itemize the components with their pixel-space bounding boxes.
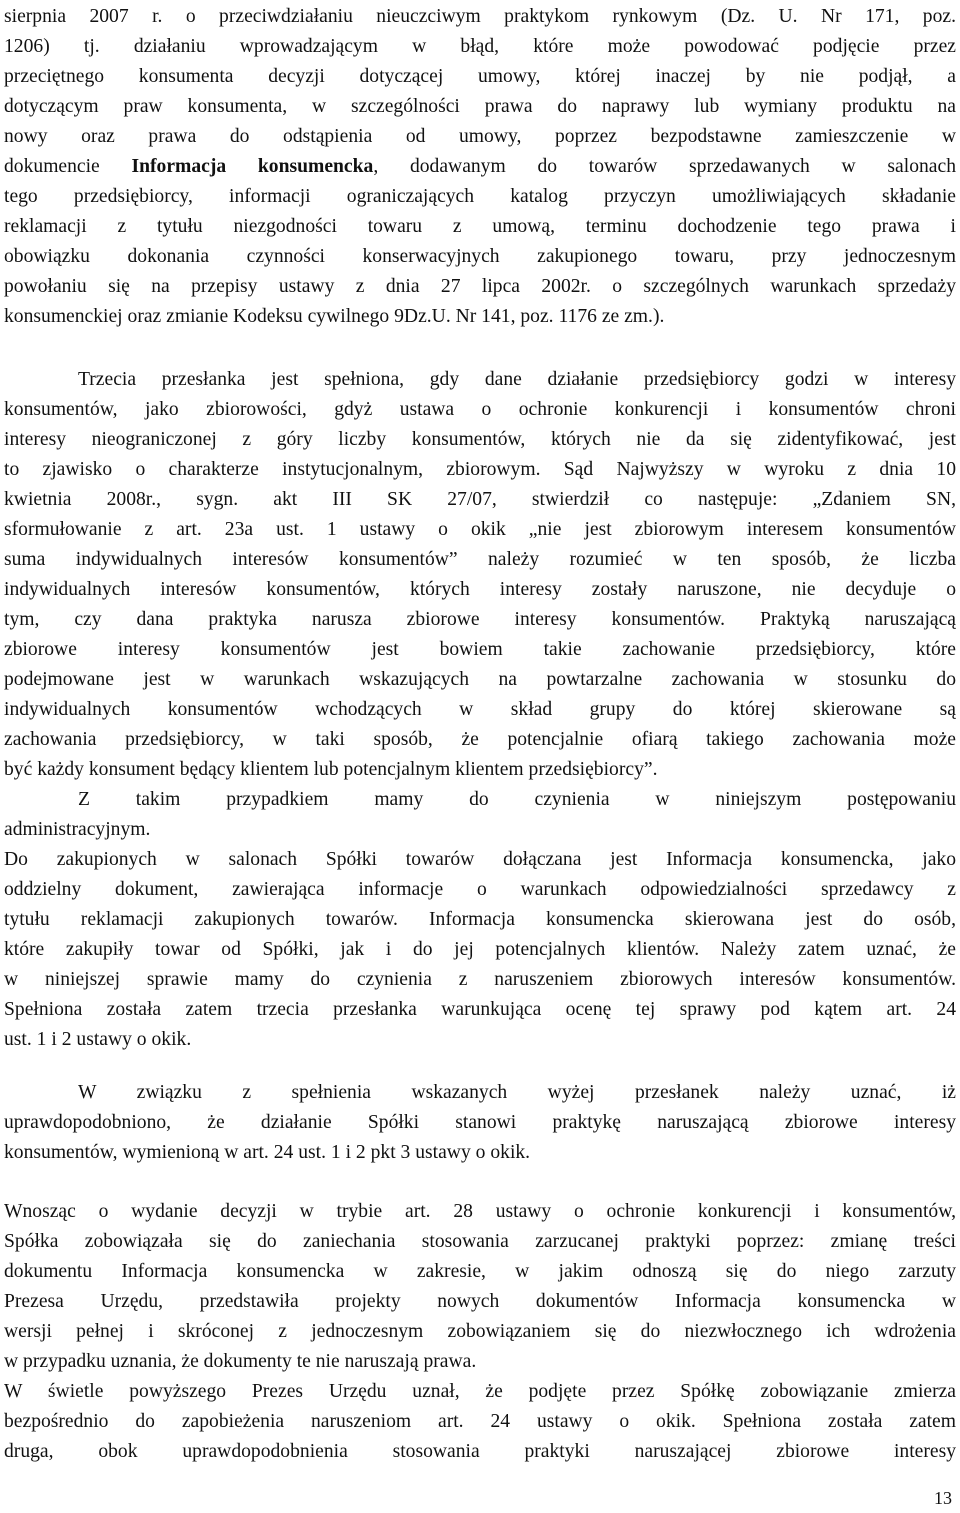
text-line: Do zakupionych w salonach Spółki towarów dołączana jest Informacja konsumencka, jako [4, 849, 956, 870]
text-line: w niniejszej sprawie mamy do czynienia z naruszeniem zbiorowych interesów konsumentów. [4, 969, 956, 990]
paragraph-continuation [4, 2, 956, 332]
text-line: Prezesa Urzędu, przedstawiła projekty nowych dokumentów Informacja konsumencka w [4, 1291, 956, 1312]
text-line: sformułowanie z art. 23a ust. 1 ustawy o okik „nie jest zbiorowym interesem konsumentów [4, 519, 956, 540]
text-line: w przypadku uznania, że dokumenty te nie naruszają prawa. [4, 1351, 477, 1372]
text-line: reklamacji z tytułu niezgodności towaru z umową, terminu dochodzenie tego prawa i [4, 216, 956, 237]
text-line: nowy oraz prawa do odstąpienia od umowy, poprzez bezpodstawne zamieszczenie w [4, 126, 956, 147]
text-line: uprawdopodobniono, że działanie Spółki stanowi praktykę naruszającą zbiorowe interesy [4, 1112, 956, 1133]
text-line: 1206) tj. działaniu wprowadzającym w błąd, które może powodować podjęcie przez [4, 36, 956, 57]
text-line: tytułu reklamacji zakupionych towarów. Informacja konsumencka skierowana jest do osób, [4, 909, 956, 930]
paragraph-commitment [4, 1197, 956, 1467]
paragraph-collective-interest [4, 365, 956, 1055]
text-line: druga, obok uprawdopodobnienia stosowania praktyki naruszającej zbiorowe interesy [4, 1441, 956, 1462]
text-line: indywidualnych konsumentów wchodzących w skład grupy do której skierowane są [4, 699, 956, 720]
text-line: Spółka zobowiązała się do zaniechania stosowania zarzucanej praktyki poprzez: zmianę treści [4, 1231, 956, 1252]
text-line: oddzielny dokument, zawierająca informacje o warunkach odpowiedzialności sprzedawcy z [4, 879, 956, 900]
text-line: konsumentów, jako zbiorowości, gdyż ustawa o ochronie konkurencji i konsumentów chroni [4, 399, 956, 420]
text-line: wersji pełnej i skróconej z jednoczesnym zobowiązaniem się do niezwłocznego ich wdrożenia [4, 1321, 956, 1342]
text-line: Z takim przypadkiem mamy do czynienia w niniejszym postępowaniu [78, 789, 956, 810]
text-segment: dokumencie [4, 156, 132, 177]
page-number: 13 [934, 1488, 952, 1508]
text-line: dotyczącym praw konsumenta, w szczególności prawa do naprawy lub wymiany produktu na [4, 96, 956, 117]
text-line: zbiorowe interesy konsumentów jest bowiem takie zachowanie przedsiębiorcy, które [4, 639, 956, 660]
text-line: konsumenckiej oraz zmianie Kodeksu cywilnego 9Dz.U. Nr 141, poz. 1176 ze zm.). [4, 306, 665, 327]
text-line: tego przedsiębiorcy, informacji ograniczających katalog przyczyn umożliwiających składanie [4, 186, 956, 207]
text-line: bezpośrednio do zapobieżenia naruszeniom art. 24 ustawy o okik. Spełniona została zatem [4, 1411, 956, 1432]
text-line: zachowania przedsiębiorcy, w taki sposób, że potencjalnie ofiarą takiego zachowania może [4, 729, 956, 750]
text-line: tym, czy dana praktyka narusza zbiorowe interesy konsumentów. Praktyką naruszającą [4, 609, 956, 630]
text-line [4, 152, 956, 182]
paragraph-conclusion [4, 1078, 956, 1168]
text-line: kwietnia 2008r., sygn. akt III SK 27/07, stwierdził co następuje: „Zdaniem SN, [4, 489, 956, 510]
text-line: przeciętnego konsumenta decyzji dotyczącej umowy, której inaczej by nie podjął, a [4, 66, 956, 87]
text-line: W związku z spełnienia wskazanych wyżej przesłanek należy uznać, iż [78, 1082, 956, 1103]
text-line: to zjawisko o charakterze instytucjonalnym, zbiorowym. Sąd Najwyższy w wyroku z dnia 10 [4, 459, 956, 480]
text-line: administracyjnym. [4, 819, 151, 840]
text-line: obowiązku dokonania czynności konserwacyjnych zakupionego towaru, przy jednoczesnym [4, 246, 956, 267]
text-line: Spełniona została zatem trzecia przesłanka warunkująca ocenę tej sprawy pod kątem art. 24 [4, 999, 956, 1020]
text-line: sierpnia 2007 r. o przeciwdziałaniu nieuczciwym praktykom rynkowym (Dz. U. Nr 171, poz. [4, 6, 956, 27]
text-line: interesy nieograniczonej z góry liczby konsumentów, których nie da się zidentyfikować, jest [4, 429, 956, 450]
text-line: które zakupiły towar od Spółki, jak i do jej potencjalnych klientów. Należy zatem uznać, że [4, 939, 956, 960]
text-segment: , dodawanym do towarów sprzedawanych w salonach [373, 156, 956, 177]
text-line: ust. 1 i 2 ustawy o okik. [4, 1029, 192, 1050]
text-line: indywidualnych interesów konsumentów, których interesy zostały naruszone, nie decyduje o [4, 579, 956, 600]
text-line: Trzecia przesłanka jest spełniona, gdy dane działanie przedsiębiorcy godzi w interesy [78, 369, 956, 390]
text-line: suma indywidualnych interesów konsumentów” należy rozumieć w ten sposób, że liczba [4, 549, 956, 570]
text-line: konsumentów, wymienioną w art. 24 ust. 1 i 2 pkt 3 ustawy o okik. [4, 1142, 531, 1163]
text-line: być każdy konsument będący klientem lub potencjalnym klientem przedsiębiorcy”. [4, 759, 658, 780]
text-line: dokumentu Informacja konsumencka w zakresie, w jakim odnoszą się do niego zarzuty [4, 1261, 956, 1282]
text-line: W świetle powyższego Prezes Urzędu uznał, że podjęte przez Spółkę zobowiązanie zmierza [4, 1381, 956, 1402]
text-line: podejmowane jest w warunkach wskazujących na powtarzalne zachowania w stosunku do [4, 669, 956, 690]
text-line: Wnosząc o wydanie decyzji w trybie art. 28 ustawy o ochronie konkurencji i konsumentów, [4, 1201, 956, 1222]
bold-document-name: Informacja konsumencka [131, 156, 374, 177]
text-line: powołaniu się na przepisy ustawy z dnia 27 lipca 2002r. o szczególnych warunkach sprzedaży [4, 276, 956, 297]
